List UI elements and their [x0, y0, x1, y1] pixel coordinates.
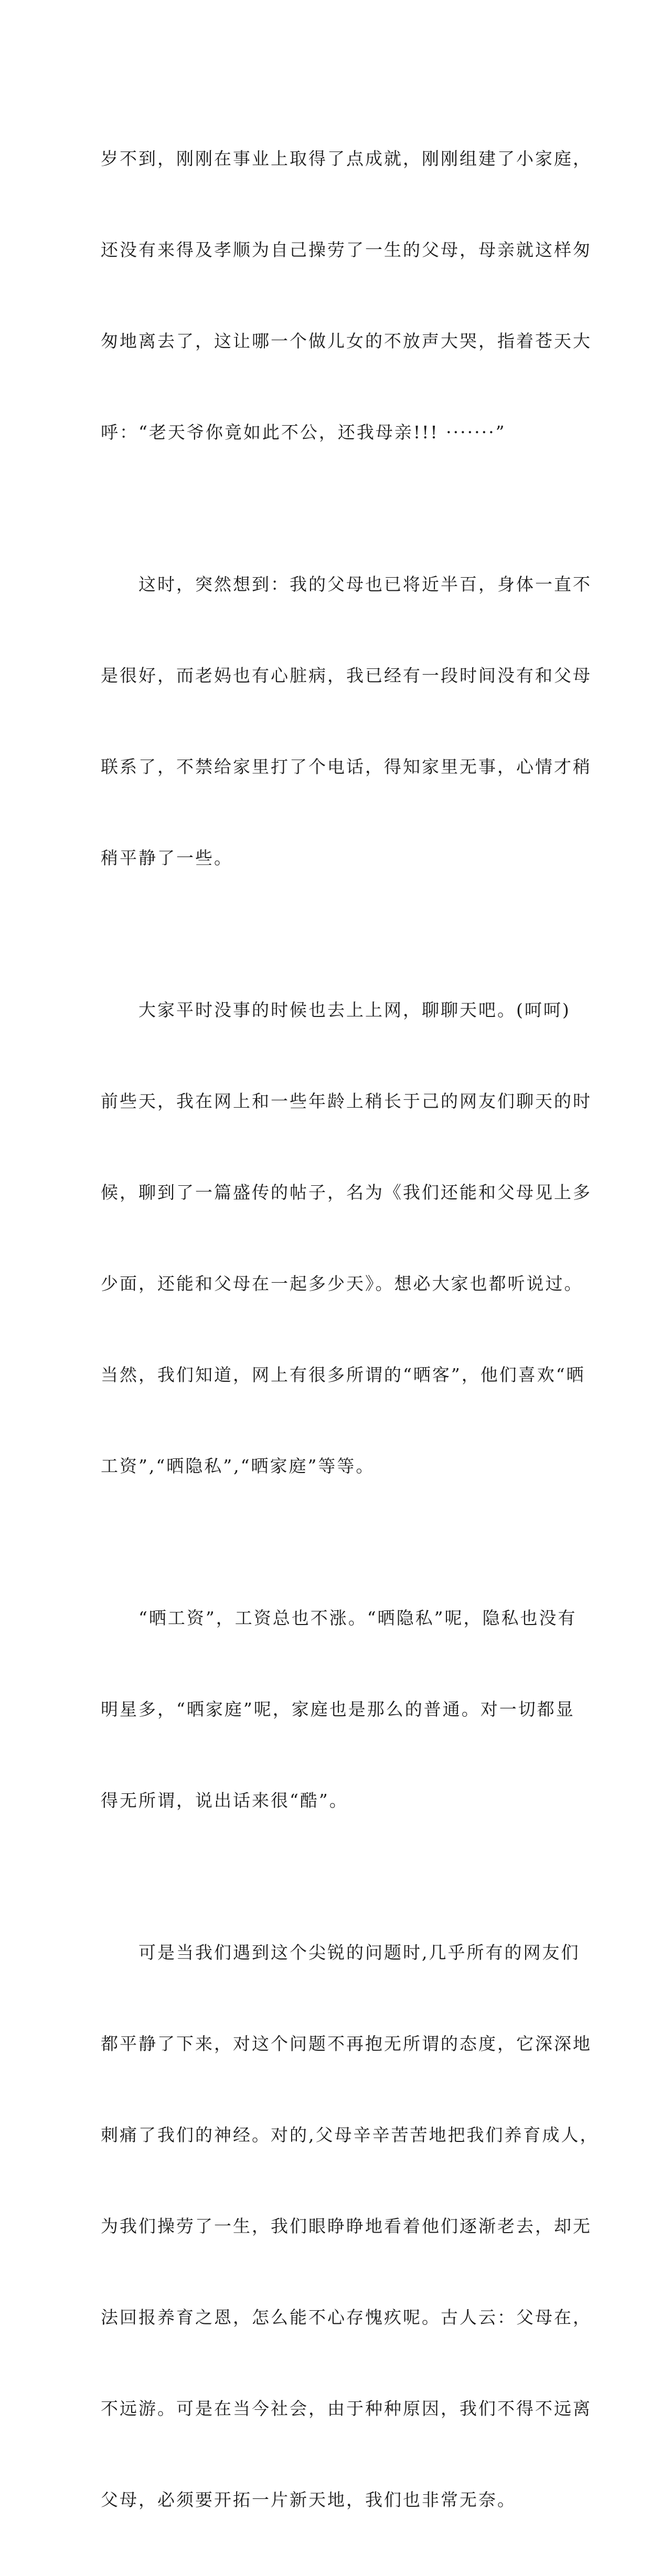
text-line: 可是当我们遇到这个尖锐的问题时,几乎所有的网友们 [101, 1942, 580, 1963]
text-line: 不远游。可是在当今社会，由于种种原因，我们不得不远离 [101, 2398, 592, 2419]
text-line: 稍平静了一些。 [101, 848, 233, 868]
text-line: 刺痛了我们的神经。对的,父母辛辛苦苦地把我们养育成人， [101, 2125, 599, 2145]
text-line: 工资”,“晒隐私”,“晒家庭”等等。 [101, 1456, 375, 1476]
paragraph-3 [101, 934, 592, 1542]
document-body [101, 83, 599, 2576]
text-line: 得无所谓，说出话来很“酷”。 [101, 1790, 348, 1811]
paragraph-4 [101, 1542, 577, 1877]
text-line: 呼：“老天爷你竟如此不公，还我母亲!!! ·······” [101, 422, 506, 442]
text-line: 还没有来得及孝顺为自己操劳了一生的父母，母亲就这样匆 [101, 240, 592, 260]
paragraph-2 [101, 508, 592, 934]
text-line: 是很好，而老妈也有心脏病，我已经有一段时间没有和父母 [101, 665, 592, 686]
text-line: 都平静了下来，对这个问题不再抱无所谓的态度，它深深地 [101, 2033, 592, 2054]
text-line: 候，聊到了一篇盛传的帖子，名为《我们还能和父母见上多 [101, 1182, 592, 1203]
text-line: 法回报养育之恩，怎么能不心存愧疚呢。古人云：父母在， [101, 2307, 592, 2328]
text-line: 当然，我们知道，网上有很多所谓的“晒客”，他们喜欢“晒 [101, 1365, 585, 1385]
text-line: 前些天，我在网上和一些年龄上稍长于己的网友们聊天的时 [101, 1091, 592, 1111]
text-line: 匆地离去了，这让哪一个做儿女的不放声大哭，指着苍天大 [101, 331, 592, 351]
text-line: 父母，必须要开拓一片新天地，我们也非常无奈。 [101, 2490, 516, 2510]
text-line: 少面，还能和父母在一起多少天》。想必大家也都听说过。 [101, 1273, 583, 1294]
paragraph-5 [101, 1877, 599, 2576]
paragraph-1 [101, 83, 592, 508]
text-line: 为我们操劳了一生，我们眼睁睁地看着他们逐渐老去，却无 [101, 2216, 592, 2236]
text-line: 岁不到，刚刚在事业上取得了点成就，刚刚组建了小家庭， [101, 148, 592, 169]
text-line: 这时，突然想到：我的父母也已将近半百，身体一直不 [101, 574, 592, 594]
text-line: 明星多，“晒家庭”呢，家庭也是那么的普通。对一切都显 [101, 1699, 575, 1719]
text-line: “晒工资”，工资总也不涨。“晒隐私”呢，隐私也没有 [101, 1608, 577, 1628]
text-line: 联系了，不禁给家里打了个电话，得知家里无事，心情才稍 [101, 756, 592, 777]
text-line: 大家平时没事的时候也去上上网，聊聊天吧。(呵呵) [101, 1000, 571, 1020]
